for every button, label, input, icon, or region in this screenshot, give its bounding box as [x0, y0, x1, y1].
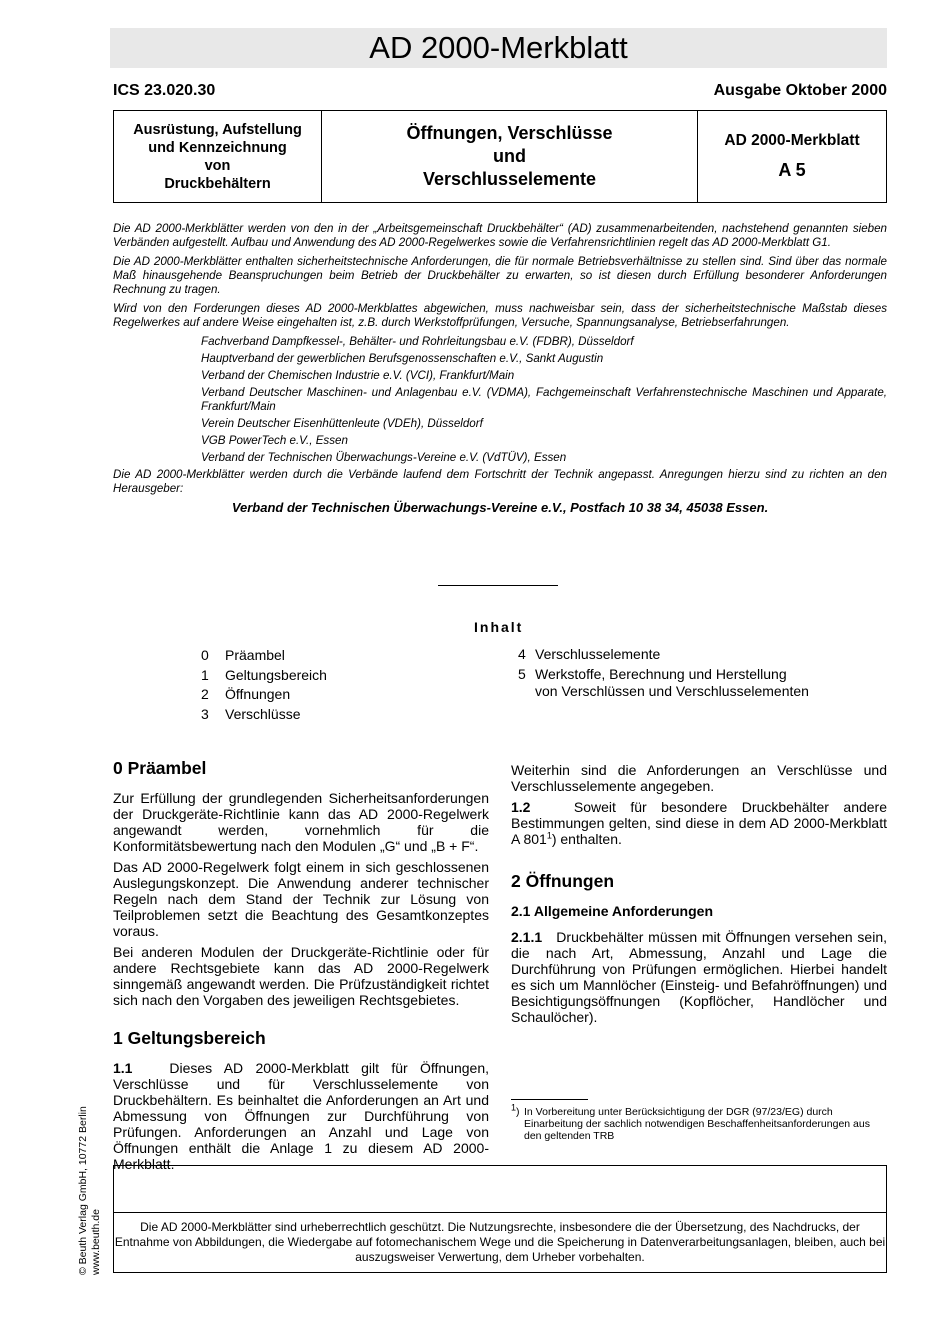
body-paragraph: Das AD 2000-Regelwerk folgt einem in sich geschlossenen Auslegungskonzept. Die Anwendung anderer technischer Regeln nach dem Stand der Technik zur Lösung von Teilproblemen setzt die Beachtung des Gesamtkonzeptes voraus.: [113, 859, 489, 939]
toc-entry-label: Verschlüsse: [225, 705, 301, 722]
header-topic-line: Öffnungen, Verschlüsse: [406, 123, 613, 143]
separator-rule: [438, 585, 558, 586]
section-heading-oeffnungen: 2 Öffnungen: [511, 871, 615, 891]
clause-number: 2.1.1: [511, 929, 543, 945]
toc-entry-number: 5: [518, 666, 526, 682]
left-column: [113, 760, 489, 1177]
intro-section: [113, 222, 887, 520]
toc-entry: [201, 685, 327, 705]
subsection-heading: 2.1 Allgemeine Anforderungen: [511, 903, 713, 919]
header-category-line: Druckbehältern: [164, 175, 271, 192]
toc-left-column: [201, 646, 327, 724]
toc-entry-number: 4: [518, 646, 526, 662]
header-category-line: von: [204, 157, 231, 174]
clause-text: Soweit für besondere Druckbehälter andere Bestimmungen gelten, sind diese in dem AD 2000-Merkblatt A 801: [511, 799, 888, 847]
toc-entry: [518, 646, 809, 663]
body-paragraph: Weiterhin sind die Anforderungen an Verschlüsse und Verschlusselemente angegeben.: [511, 762, 887, 794]
toc-entry: [201, 705, 327, 725]
intro-paragraph: Die AD 2000-Merkblätter werden von den in der „Arbeitsgemeinschaft Druckbehälter“ (AD) zusammenarbeitenden, nachstehend genannten sieben Verbänden aufgestellt. Aufbau und Anwendung des AD 2000-Regelwerkes sowie die Verfahrensrichtlinien regelt das AD 2000-Merkblatt G1.: [113, 222, 887, 249]
right-column: [511, 762, 887, 1030]
toc-entry: [201, 666, 327, 686]
association-item: Hauptverband der gewerblichen Berufsgenossenschaften e.V., Sankt Augustin: [201, 352, 604, 365]
copyright-box: [113, 1165, 887, 1273]
association-item: Verband der Chemischen Industrie e.V. (VCI), Frankfurt/Main: [201, 369, 515, 382]
header-topic-line: Verschlusselemente: [422, 169, 597, 189]
clause-text: Druckbehälter müssen mit Öffnungen versehen sein, die nach Art, Abmessung, Anzahl und Lage die Durchführung von Prüfungen ermöglichen. Hierbei handelt es sich um Mannlöcher (Einsteig- und Befahröffnungen) und Besichtigungsöffnungen (Kopflöcher, Handlöcher und Schaulöcher).: [511, 929, 887, 1025]
side-publisher-note: [77, 1106, 103, 1275]
toc-entry: [518, 666, 809, 700]
toc-entry-label: Verschlusselemente: [535, 646, 661, 662]
clause-text: Dieses AD 2000-Merkblatt gilt für Öffnungen, Verschlüsse und für Verschlusselemente von Druckbehältern. Es beinhaltet die Anforderungen an Art und Abmessung von Öffnungen zur Durchführung von Prüfungen. Anforderungen an Anzahl und Lage von Öffnungen enthält die Anlage 1 zu diesem AD 2000-Merkblatt.: [113, 1060, 489, 1172]
clause-number: 1.2: [511, 799, 531, 815]
footnote-mark: [511, 1102, 524, 1142]
association-item: VGB PowerTech e.V., Essen: [201, 434, 348, 447]
body-paragraph-1-2: [511, 799, 887, 847]
toc-entry-label: Werkstoffe, Berechnung und Herstellung: [535, 666, 787, 682]
toc-entry-label-continued: von Verschlüssen und Verschlusselementen: [535, 683, 809, 699]
header-box: [113, 110, 887, 203]
footnote: [511, 1102, 887, 1142]
intro-paragraph: Wird von den Forderungen dieses AD 2000-Merkblattes abgewichen, muss nachweisbar sein, dass der sicherheitstechnische Maßstab dieses Regelwerkes auf andere Weise eingehalten ist, z.B. durch Werkstoffprüfungen, Versuche, Spannungsanalyse, Betriebserfahrungen.: [113, 302, 887, 329]
header-sheet-id: [698, 111, 886, 202]
footnote-text: In Vorbereitung unter Berücksichtigung der DGR (97/23/EG) durch Einarbeitung der sachlich notwendigen Beschaffenheitsanforderungen aus den geltenden TRB: [524, 1106, 870, 1142]
toc-entry-label: Präambel: [225, 647, 285, 663]
toc-right-column: [518, 646, 809, 700]
body-paragraph-1-1: [113, 1060, 489, 1172]
body-paragraph-2-1-1: [511, 929, 887, 1025]
association-item: Fachverband Dampfkessel-, Behälter- und Rohrleitungsbau e.V. (FDBR), Düsseldorf: [201, 335, 634, 348]
footnote-mark-number: 1: [511, 1102, 517, 1113]
edition-date: Ausgabe Oktober 2000: [713, 82, 887, 99]
copyright-notice: Die AD 2000-Merkblätter sind urheberrechtlich geschützt. Die Nutzungsrechte, insbesondere die der Übersetzung, des Nachdrucks, der Entnahme von Abbildungen, die Wiedergabe auf fotomechanischem Wege und die Speicherung in Datenverarbeitungsanlagen, bleiben, auch bei auszugsweiser Verwertung, dem Urheber vorbehalten.: [114, 1212, 886, 1272]
toc-entry-label: Öffnungen: [225, 686, 291, 702]
section-heading-praeambel: 0 Präambel: [113, 758, 207, 778]
header-category: [114, 111, 322, 202]
ics-code: ICS 23.020.30: [113, 82, 216, 99]
clause-text-end: ) enthalten.: [551, 831, 622, 847]
header-sheet-number: A 5: [778, 160, 806, 180]
header-topic: [322, 111, 698, 202]
footnote-rule: [511, 1099, 588, 1100]
intro-paragraph: Die AD 2000-Merkblätter enthalten sicherheitstechnische Anforderungen, die für normale Betriebsverhältnisse zu stellen sind. Sind über das normale Maß hinausgehende Beanspruchungen beim Betrieb der Druckbehälter zu erwarten, so ist diesen durch Erfüllung besonderer Anforderungen Rechnung zu tragen.: [113, 255, 887, 296]
toc-entry-number: 2: [201, 686, 209, 702]
toc-entry-number: 3: [201, 705, 209, 722]
header-topic-line: und: [493, 146, 526, 166]
body-paragraph: Bei anderen Modulen der Druckgeräte-Richtlinie oder für andere Rechtsgebiete kann das AD 2000-Regelwerk sinngemäß angewandt werden. Die Prüfzuständigkeit richtet sich nach den Vorgaben des jeweiligen Rechtsgebietes.: [113, 944, 489, 1008]
toc-entry-label: Geltungsbereich: [225, 666, 327, 683]
document-title: AD 2000-Merkblatt: [110, 28, 887, 68]
publisher-address: Verband der Technischen Überwachungs-Vereine e.V., Postfach 10 38 34, 45038 Essen.: [231, 500, 769, 515]
clause-number: 1.1: [113, 1060, 133, 1076]
section-heading-geltungsbereich: 1 Geltungsbereich: [113, 1028, 266, 1048]
header-sheet-label: AD 2000-Merkblatt: [724, 132, 860, 149]
side-line: © Beuth Verlag GmbH, 10772 Berlin: [77, 1106, 89, 1275]
header-category-line: und Kennzeichnung: [148, 139, 287, 156]
intro-paragraph: Die AD 2000-Merkblätter werden durch die Verbände laufend dem Fortschritt der Technik angepasst. Anregungen hierzu sind zu richten an den Herausgeber:: [113, 468, 887, 495]
footnote-mark-suffix: ): [516, 1106, 520, 1118]
association-item: Verband der Technischen Überwachungs-Vereine e.V. (VdTÜV), Essen: [201, 451, 567, 464]
toc-entry-number: 0: [201, 647, 209, 663]
association-list: [201, 335, 887, 465]
association-item: Verband Deutscher Maschinen- und Anlagenbau e.V. (VDMA), Fachgemeinschaft Verfahrenstechnische Maschinen und Apparate, Frankfurt/Main: [201, 386, 887, 413]
toc-title: Inhalt: [474, 619, 524, 635]
association-item: Verein Deutscher Eisenhüttenleute (VDEh), Düsseldorf: [201, 417, 483, 430]
footnote-ref[interactable]: 1: [546, 830, 552, 841]
side-line: www.beuth.de: [90, 1209, 102, 1275]
body-paragraph: Zur Erfüllung der grundlegenden Sicherheitsanforderungen der Druckgeräte-Richtlinie kann das AD 2000-Regelwerk angewandt werden, vornehmlich für die Konformitätsbewertung nach den Modulen „G“ und „B + F“.: [113, 790, 489, 854]
header-category-line: Ausrüstung, Aufstellung: [133, 121, 302, 138]
toc-entry: [201, 646, 327, 666]
toc-entry-number: 1: [201, 666, 209, 683]
